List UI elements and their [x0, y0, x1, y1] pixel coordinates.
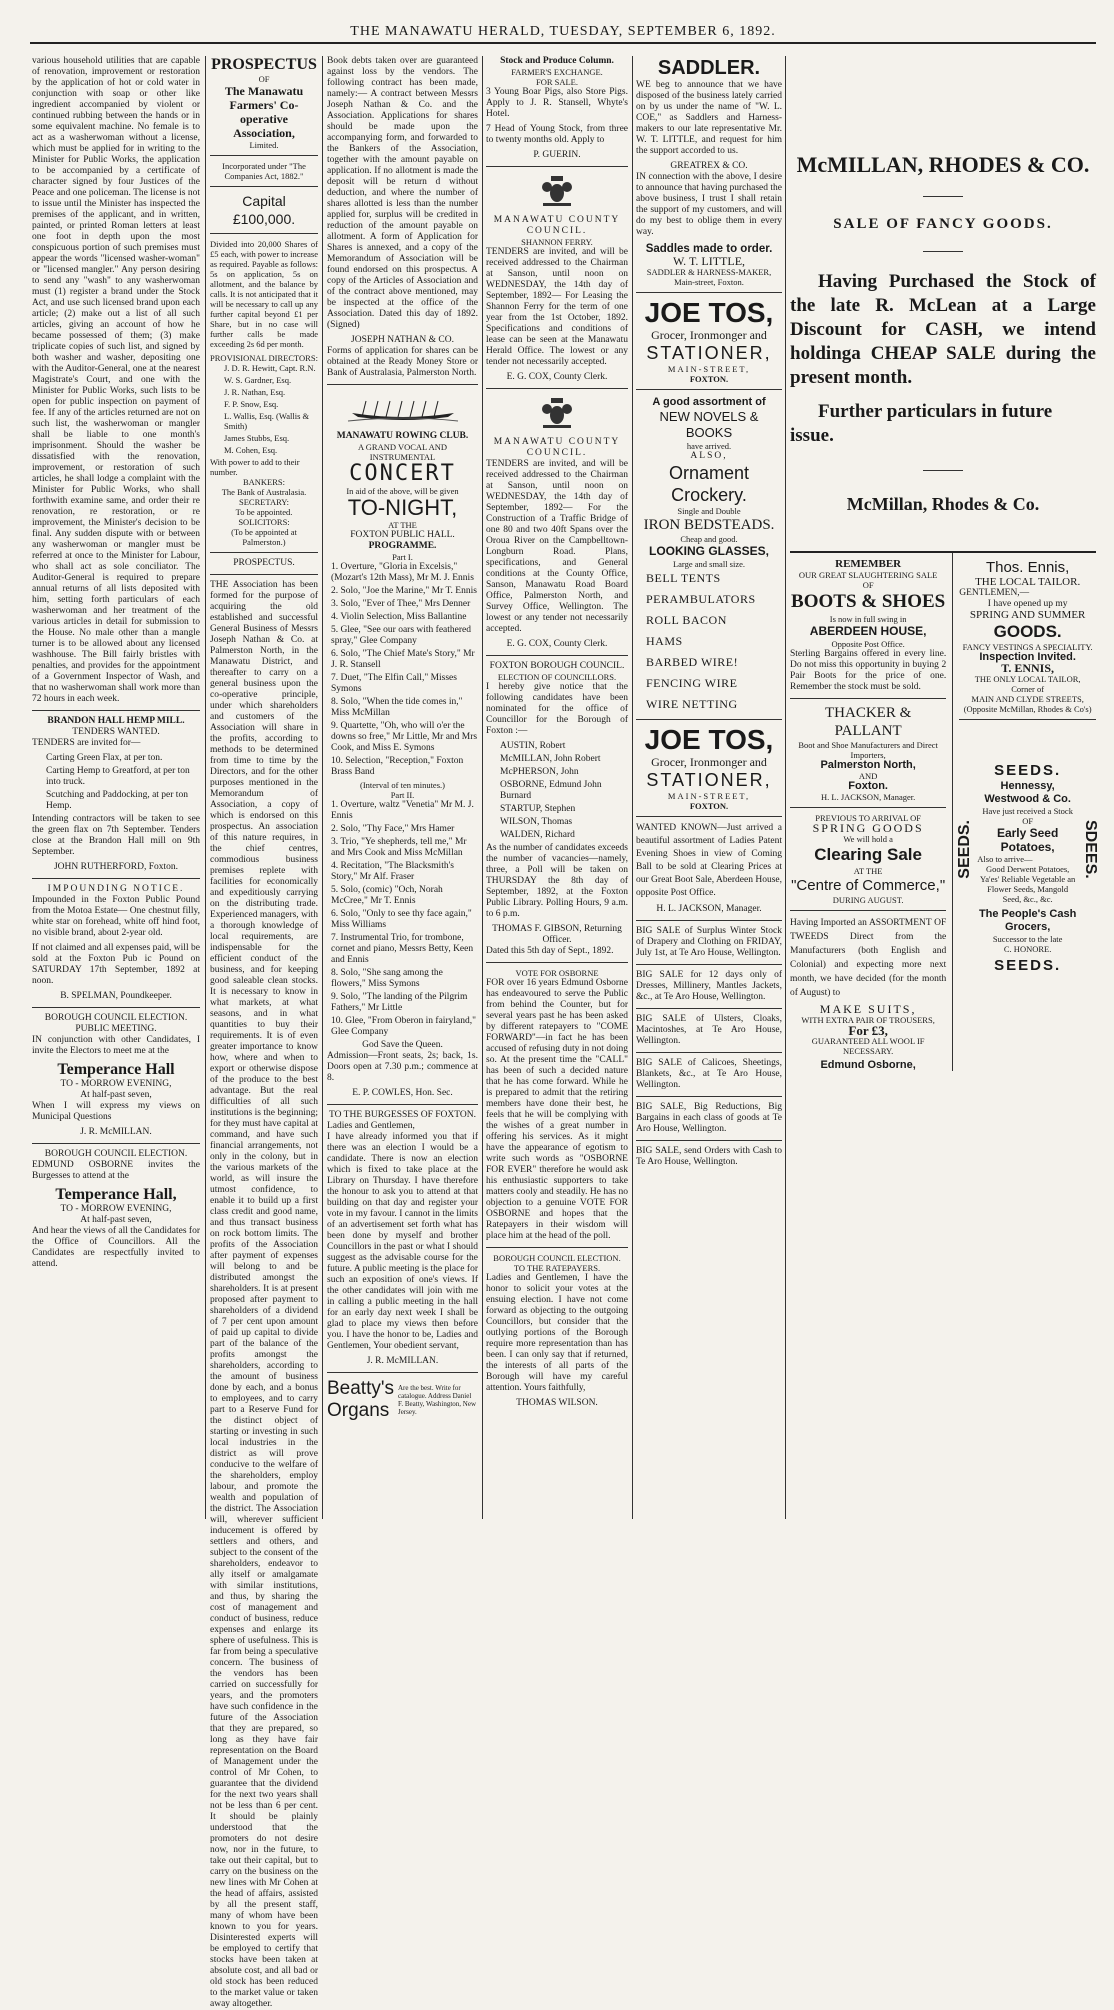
halfpast-2: At half-past seven, [80, 1215, 152, 1225]
list-item: McPHERSON, John [500, 767, 579, 777]
big-sale-4: BIG SALE of Calicoes, Sheetings, Blankets, &c., at Te Aro House, Wellington. [636, 1058, 782, 1090]
list-item: M. Cohen, Esq. [224, 445, 278, 455]
main-street-1: MAIN-STREET, [667, 364, 751, 374]
tenders-signature: JOHN RUTHERFORD, Foxton. [53, 862, 179, 872]
centre-of-commerce: "Centre of Commerce," [791, 877, 946, 894]
main-clyde: MAIN AND CLYDE STREETS, (Opposite McMillan, Rhodes & Co's) [963, 694, 1092, 714]
column-2 [210, 56, 318, 2009]
saddles-made: Saddles made to order. [645, 243, 773, 255]
all-wool: GUARANTEED ALL WOOL IF NECESSARY. [811, 1036, 925, 1056]
foxton-label: Foxton. [848, 780, 888, 792]
views-1: When I will express my views on Municipal Questions [32, 1101, 200, 1122]
county1-heading: MANAWATU COUNTY COUNCIL. [493, 215, 621, 236]
spring-summer: SPRING AND SUMMER [969, 609, 1086, 621]
column-3 [327, 56, 478, 1519]
rule [636, 816, 782, 817]
rule [210, 155, 318, 156]
secretary-heading: SECRETARY: [238, 497, 290, 507]
list-item: 3. Solo, "Ever of Thee," Mrs Denner [331, 599, 471, 609]
rule [210, 186, 318, 187]
rule [790, 698, 946, 699]
concert-heading: CONCERT [349, 461, 456, 486]
rule [32, 878, 200, 879]
make-suits: MAKE SUITS, [819, 1002, 917, 1016]
bankers: The Bank of Australasia. [221, 487, 307, 497]
county2-body: TENDERS are invited, and will be received addressed to the Chairman at Sanson, until noon on WEDNESDAY, the 14th day of September, 1892— For the Construction of a Traffic Bridge of one 80 and two 40ft Spans over the Oroua River on the Campbelltown-Longburn Road. Plans, specifications, and General conditions at the County Office, Sanson, Manawatu Road Board Office, Palmerston North, and Survey Office, Wellington. The lowest or any tender not necessarily accepted. [486, 459, 628, 634]
tenders-intro: TENDERS are invited for— [32, 738, 141, 748]
tenders-text: Intending contractors will be taken to see the green flax on 7th September. Tenders close at the Brandon Hall mill on 9th September. [32, 814, 200, 857]
tenders-list [32, 753, 200, 812]
list-item: PERAMBULATORS [646, 592, 756, 606]
have-arrived: have arrived. [686, 441, 732, 451]
column-divider [205, 56, 206, 1519]
grand-vocal: A GRAND VOCAL AND INSTRUMENTAL [357, 442, 448, 462]
rule [486, 962, 628, 963]
signature-mcmillan: J. R. McMILLAN. [80, 1127, 152, 1137]
thacker-sub: Boot and Shoe Manufacturers and Direct Importers, [798, 740, 938, 760]
brandon-heading: BRANDON HALL HEMP MILL. [47, 716, 185, 726]
list-item: L. Wallis, Esq. (Wallis & Smith) [224, 411, 310, 431]
extra-trousers: WITH EXTRA PAIR OF TROUSERS, [801, 1015, 935, 1025]
goods-list [636, 569, 782, 714]
little-name: W. T. LITTLE, [672, 254, 746, 268]
part-one: Part I. [392, 552, 413, 562]
looking-glasses: LOOKING GLASSES, [648, 544, 769, 558]
borough1-heading: BOROUGH COUNCIL ELECTION. [44, 1013, 188, 1023]
rule [210, 574, 318, 575]
column-divider [632, 56, 633, 1519]
list-item: J. D. R. Hewitt, Capt. R.N. [224, 363, 316, 373]
boots-shoes: BOOTS & SHOES [791, 591, 946, 612]
prospectus-continued: Book debts taken over are guaranteed against loss by the vendors. The following contract has been made, namely:— A contract between Messrs Joseph Nathan & Co. and the Association. Applications for shares should be made upon the accompanying form, and forwarded to the Bankers of the Association, together with the amount payable on application. If no allotment is made the deposit will be return d without deduction, and where the number of shares allotted is less than the number applied for, surplus will be credited in reduction of the amount payable on allotment. A form of Application for Shares is annexed, and a copy of the Memorandum of Association will be found endorsed on this prospectus. A copy of the Articles of Association and of the contract above mentioned, may be inspected at the office of the Association. Dated this day of 1892. (Signed) [327, 56, 478, 330]
beatty-organs-ad [327, 1378, 478, 1422]
sterling-bargains: Sterling Bargains offered in every line. Do not miss this opportunity in buying 2 Pair Boots for the price of one. Remember the stock must be sold. [790, 649, 947, 692]
impound-text: Impounded in the Foxton Public Pound from the Motoa Estate— One chestnut filly, white star on forehead, white off hind foot, no visible brand, about 2-year old. [32, 895, 200, 938]
aberdeen-house: ABERDEEN HOUSE, [809, 624, 927, 638]
mcmillan-signature: J. R. McMILLAN. [366, 1356, 439, 1366]
tonight: TO-NIGHT, [347, 495, 458, 520]
foxton-1: FOXTON. [689, 374, 729, 384]
guerin-signature: P. GUERIN. [533, 150, 581, 160]
ratepayers-body: Ladies and Gentlemen, I have the honor to solicit your votes at the ensuing election. I have not come forward as objecting to the outgoing Councillors, but consider that the outlying portions of the Borough require more representation than has been. I can only say that if returned, the interests of all parts of the Borough will have my careful attention. Yours faithfully, [486, 1273, 628, 1393]
gibson-signature: THOMAS F. GIBSON, Returning Officer. [492, 924, 622, 945]
just-received: Have just received a Stock [982, 806, 1073, 816]
vote-body: FOR over 16 years Edmund Osborne has endeavoured to serve the Public from behind the Counter, but for several years past he has been asked by different ratepayers to "COME FORWARD"—in fact he has been accused of refusing duty in not doing so. At the present time the "CALL" has been of such a decided nature that he has come forward. While he is prepared to admit that the retiring members have done their best, he feels that he will be complying with the wishes of a great number in offering his services. As it might have the appearance of egotism to write such words as "OSBORNE FOR EVER" therefore he would ask his enthusiastic supporters to take matters cooly and steadily. He has no objection to a genuine VOTE FOR OSBORNE and hopes that the Ratepayers in their wisdom will place him at the head of the poll. [486, 978, 628, 1241]
interval: (Interval of ten minutes.) [360, 780, 445, 790]
borough2-heading: BOROUGH COUNCIL ELECTION. [44, 1149, 188, 1159]
greatrex: GREATREX & CO. [670, 161, 748, 171]
coat-of-arms-icon [537, 173, 577, 209]
list-item: 9. Quartette, "Oh, who will o'er the downs so free," Mr Little, Mr and Mrs Cook, and Miss E. Symons [331, 721, 478, 753]
god-save-queen: God Save the Queen. [362, 1040, 443, 1050]
admission: Admission—Front seats, 2s; back, 1s. Doors open at 7.30 p.m.; commence at 8. [327, 1051, 478, 1083]
list-item: WIRE NETTING [646, 697, 738, 711]
early-potatoes: Early Seed Potatoes, [996, 826, 1059, 854]
rule [636, 964, 782, 965]
lower-left-ads [790, 553, 953, 1071]
list-item: OSBORNE, Edmund John Burnard [500, 780, 602, 801]
election-heading: ELECTION OF COUNCILLORS. [497, 672, 617, 682]
and-label: AND [858, 771, 878, 781]
column-1 [32, 56, 200, 1519]
solicitors: (To be appointed at Palmerston.) [231, 527, 297, 547]
farmers-exchange: FARMER'S EXCHANGE. [511, 67, 603, 77]
good-derwent: Good Derwent Potatoes, Ya'es' Reliable Vegetable an Flower Seeds, Mangold Seed, &c., &c. [979, 864, 1076, 904]
signed-nathan: JOSEPH NATHAN & CO. [351, 335, 454, 345]
list-item: Carting Hemp to Greatford, at per ton into truck. [46, 766, 190, 787]
rule [327, 384, 478, 385]
company-name: The Manawatu Farmers' Co-operative Association, [224, 84, 304, 140]
joe-tos-1: JOE TOS, [644, 297, 774, 328]
big-sale-6: BIG SALE, send Orders with Cash to Te Aro House, Wellington. [636, 1146, 782, 1167]
list-item: 5. Solo, (comic) "Och, Norah McCree," Mr T. Ennis [331, 885, 443, 906]
cheap-good: Cheap and good. [680, 534, 738, 544]
edmund-osborne: Edmund Osborne, [820, 1059, 916, 1071]
list-item: Carting Green Flax, at per ton. [46, 753, 163, 763]
goods-heading: GOODS. [993, 622, 1062, 641]
views-2: And hear the views of all the Candidates for the Office of Councillors. All the Candidates are respectfully invited to attend. [32, 1226, 200, 1269]
mcmillan-body-1: Having Purchased the Stock of the late R. McLean at a Large Discount for CASH, we intend holdinga CHEAP SALE during the present month. [790, 271, 1096, 388]
rule [790, 910, 946, 911]
column-4 [486, 56, 628, 1519]
programme-part-1 [327, 562, 478, 778]
temperance-hall-1: Temperance Hall [57, 1061, 175, 1078]
for-sale: FOR SALE. [535, 77, 579, 87]
column-5 [636, 56, 782, 1519]
list-item: McMILLAN, John Robert [500, 754, 601, 764]
capital: Capital £100,000. [232, 193, 296, 227]
for-three-pounds: For £3, [848, 1023, 888, 1038]
list-item: 4. Recitation, "The Blacksmith's Story," Mr Alf. Fraser [331, 861, 454, 882]
forms-text: Forms of application for shares can be obtained at the Ready Money Store or Bank of Australasia, Palmerston North. [327, 346, 478, 378]
ornament-crockery: Ornament Crockery. [668, 463, 750, 505]
shannon-ferry: SHANNON FERRY. [521, 237, 593, 247]
list-item: J. R. Nathan, Esq. [224, 387, 286, 397]
big-sale-1: BIG SALE of Surplus Winter Stock of Drapery and Clothing on FRIDAY, July 1st, at Te Aro House, Wellington. [636, 926, 782, 958]
list-item: 8. Solo, "She sang among the flowers," Miss Symons [331, 968, 443, 989]
full-swing: Is now in full swing in [829, 614, 907, 624]
wilson-signature: THOMAS WILSON. [516, 1398, 598, 1408]
rule [486, 655, 628, 656]
list-item: 1. Overture, waltz "Venetia" Mr M. J. Ennis [331, 800, 474, 821]
big-sale-5: BIG SALE, Big Reductions, Big Bargains in each class of goods at Te Aro House, Wellington. [636, 1102, 782, 1134]
thacker-pallant: THACKER & PALLANT [825, 705, 912, 739]
foxton-2: FOXTON. [689, 801, 729, 811]
main-street-2: MAIN-STREET, [667, 791, 751, 801]
list-item: 4. Violin Selection, Miss Ballantine [331, 612, 467, 622]
impound-text-2: If not claimed and all expenses paid, will be sold at the Foxton Pub ic Pound on SATURDAY 17th September, 1892 at noon. [32, 943, 200, 986]
rule [636, 389, 782, 390]
jackson-signature: H. L. JACKSON, Manager. [656, 904, 762, 914]
column-divider [322, 56, 323, 1519]
new-novels: NEW NOVELS & BOOKS [659, 409, 759, 440]
honore: C. HONORE. [1003, 944, 1052, 954]
cowles-signature: E. P. COWLES, Hon. Sec. [352, 1088, 453, 1098]
seeds-vertical-left: SEEDS. [956, 820, 974, 879]
corner-of: Corner of [1011, 684, 1045, 694]
rule [636, 719, 782, 720]
list-item: WILSON, Thomas [500, 817, 573, 827]
borough1-text: IN conjunction with other Candidates, I invite the Electors to meet me at the [32, 1035, 200, 1056]
rule [486, 166, 628, 167]
list-item: ROLL BACON [646, 613, 727, 627]
column-6 [790, 56, 1099, 1519]
rule [210, 233, 318, 234]
burgesses-body: I have already informed you that if there was an election I would be a candidate. There is now an election which is fixed to take place at the Library on Thursday. I have therefore the honour to ask you to attend at that building on that day and register your vote in my favour. I cannot in the limits of an advertisement set forth what has been done by myself and brother Councillors in the past or what I should suggest as the advisable course for the future. A public meeting is the place for such an exposition of one's views. If the other candidates will join with me in calling a public meeting in the hall for an early day next week I shall be glad to place my views then before you. I have the honor to be, Ladies and Gentlemen, Your obedient servant, [327, 1132, 478, 1351]
also-arrive: Also to arrive— [977, 854, 1033, 864]
concert-aid: In aid of the above, will be given [346, 486, 459, 496]
inspection-invited: Inspection Invited. [979, 651, 1076, 663]
list-item: Scutching and Paddocking, at per ton Hemp. [46, 790, 188, 811]
tenders-heading: TENDERS WANTED. [72, 727, 160, 737]
county2-heading: MANAWATU COUNTY COUNCIL. [493, 437, 621, 458]
during-august: DURING AUGUST. [832, 895, 904, 905]
shares-text: Divided into 20,000 Shares of £5 each, with power to increase as required. Payable as follows: 5s on application, 5s on allotment, and the balance by calls. It is not anticipated that it will be necessary to call up any further capital beyond £1 per Share, but in no case will further calls be made exceeding 2s 6d per month. [210, 239, 318, 349]
poll-text: As the number of candidates exceeds the number of vacancies—namely, three, a Poll will be taken on THURSDAY the 8th day of September, 1892, at the Foxton Public Library. Polling Hours, 9 a.m. to 6 p.m. [486, 843, 628, 919]
local-tailor: THE LOCAL TAILOR. [975, 576, 1081, 588]
clearing-sale: Clearing Sale [814, 845, 922, 864]
rule [790, 807, 946, 808]
rule [327, 1104, 478, 1105]
power-to-add: With power to add to their number. [210, 457, 300, 477]
lower-ads [790, 553, 1099, 1071]
election-body: I hereby give notice that the following candidates have been nominated for the office of Councillor for the Borough of Foxton :— [486, 682, 628, 736]
rule [636, 1096, 782, 1097]
rule [486, 1247, 628, 1248]
dated-text: Dated this 5th day of Sept., 1892. [486, 946, 614, 956]
rowing-boat-illustration [348, 391, 458, 425]
t-ennis: T. ENNIS, [1001, 661, 1055, 675]
only-local-tailor: THE ONLY LOCAL TAILOR, [974, 674, 1081, 684]
successor: Successor to the late [992, 934, 1063, 944]
impound-signature: B. SPELMAN, Poundkeeper. [60, 991, 172, 1001]
rule [32, 1007, 200, 1008]
list-item: 3. Trio, "Ye shepherds, tell me," Mr and Mrs Cook and Miss McMillan [331, 837, 467, 858]
list-item: 2. Solo, "Joe the Marine," Mr T. Ennis [331, 586, 477, 596]
spring-goods: SPRING GOODS [812, 821, 924, 835]
remember: REMEMBER [835, 558, 902, 570]
public-meeting: PUBLIC MEETING. [75, 1024, 157, 1034]
rule [636, 920, 782, 921]
iron-bedsteads: IRON BEDSTEADS. [643, 517, 775, 533]
ratepayers-heading: TO THE RATEPAYERS. [513, 1263, 601, 1273]
list-item: BARBED WIRE! [646, 655, 739, 669]
beatty-organs: Beatty's Organs [327, 1378, 394, 1421]
stock-heading: Stock and Produce Column. [500, 56, 614, 66]
stationer-1: STATIONER, [646, 343, 772, 363]
also: ALSO, [690, 451, 728, 461]
rule [636, 1140, 782, 1141]
foxton-borough-heading: FOXTON BOROUGH COUNCIL. [489, 661, 625, 671]
foxton-public-hall: FOXTON PUBLIC HALL. [350, 530, 455, 540]
list-item: 6. Solo, "The Chief Mate's Story," Mr J. R. Stansell [331, 649, 475, 670]
list-item: W. S. Gardner, Esq. [224, 375, 292, 385]
programme-heading: PROGRAMME. [368, 541, 437, 551]
tomorrow-1: TO - MORROW EVENING, [60, 1079, 172, 1089]
wanted-known: WANTED KNOWN—Just arrived a beautiful assortment of Ladies Patent Evening Shoes in view of Coming Ball to be sold at Clearing Prices at our Great Boot Sale, Aberdeen House, opposite Post Office. [636, 823, 782, 898]
list-item: STARTUP, Stephen [500, 804, 576, 814]
programme-part-2 [327, 800, 478, 1038]
mcmillan-body-2: Further particulars in future issue. [790, 401, 1053, 446]
single-double: Single and Double [677, 506, 741, 516]
rule [327, 1372, 478, 1373]
thos-ennis: Thos. Ennis, [985, 559, 1070, 576]
tomorrow-2: TO - MORROW EVENING, [60, 1204, 172, 1214]
list-item: 9. Solo, "The landing of the Pilgrim Fathers," Mr Little [331, 992, 468, 1013]
assortment: A good assortment of [652, 396, 766, 408]
list-item: HAMS [646, 634, 683, 648]
at-the-label: AT THE [853, 866, 883, 876]
list-item: WALDEN, Richard [500, 830, 575, 840]
seeds-heading: SEEDS. [994, 762, 1062, 779]
rule [32, 1143, 200, 1144]
prospectus-body: THE Association has been formed for the purpose of acquiring the old established and successful General Business of Messrs Joseph Nathan & Co. at Palmerston North, in the Manawatu District, and thereafter to carry on a general business upon the co-operative principle, under which shareholders and customers of the Association will share in the profits, according to methods to be determined from time to time by the Directors, and for the other purposes mentioned in the Memorandum of Association, a copy of which is endorsed on this prospectus. An association of this nature requires, in the chief centres, commodious business premises replete with facilities for economically and expeditiously carrying on the distributing trade. Experienced managers, with a thorough knowledge of local requirements, are indispensable for the efficient conduct of the business, and for keeping good saleable clean stocks. It is necessary to know in what markets, at what seasons, and in what quantities to buy their requirements. It is of even greater importance to know how, where and when to export or otherwise dispose of the produce to the best advantage. But the real difficulties of all such institutions is the beginning; for they must have capital at command, and have such financial arrangements, not only in the colony, but in the various markets of the world, as will insure the utmost confidence, to enable it to build up a first class credit and good name, and thus transact business on rock bottom limits. The profits of the Association after payment of expenses will belong to and be distributed amongst the shareholders. It is at present proposed after payment to shareholders of a dividend of 7 per cent upon amount of paid up capital to divide part of the balance of the profits amongst the shareholders, according to the amount of business done by each, and a bonus to employees, and to carry part to a Reserve Fund for the distinct object of starting or investing in such local industries in the district as will prove conducive to the welfare of the shareholders, employ labour, and promote the wealth and population of the district. The Association will, wherever sufficient inducement is offered by settlers and others, and subject to the consent of the shareholders, endeavor to ally itself or amalgamate with similar institutions, and thus, by sharing the cost of management and conduct of business, reduce expenses and enlarge its sphere of usefulness. This is far from being a speculative concern. The business of the vendors has been carried on successfully for years, and the promoters have such confidence in the future of the Association that they are prepared, so long as they have fair representation on the Board of Management under the control of Mr Cohen, to guarantee that the dividend for the next two years shall not be less than 6 per cent. It should be plainly understood that the promoters do not desire now, nor in the future, to take out their capital, but to carry on the business on the new lines with Mr Cohen at the head of affairs, assisted by all the present staff, many of whom have been known to you for years. Disinterested experts will be employed to certify that stocks have been taken at absolute cost, and all bad or old stock has been reduced to the market value or taken away altogether. [210, 580, 318, 2009]
prospectus-subheading: PROSPECTUS. [233, 558, 295, 568]
big-sale-2: BIG SALE for 12 days only of Dresses, Millinery, Mantles Jackets, &c., at Te Aro House, Wellington. [636, 970, 782, 1002]
tweeds-text: Having Imported an ASSORTMENT OF TWEEDS Direct from the Manufacturers (both English and Colonial) and expecting more next month, we have decided (for the month of August) to [790, 918, 947, 998]
rule [486, 388, 628, 389]
borough2-text: EDMUND OSBORNE invites the Burgesses to attend at the [32, 1160, 200, 1181]
jackson-manager: H. L. JACKSON, Manager. [821, 792, 916, 802]
list-item: BELL TENTS [646, 571, 721, 585]
county1-body: TENDERS are invited, and will be received addressed to the Chairman at Sanson, until noon on WEDNESDAY, the 14th day of September, 1892— For Leasing the Shannon Ferry for the term of one year from the 1st October, 1892. Specifications and conditions of lease can be seen at the Manawatu Herald Office. The lowest or any tender not necessarily accepted. [486, 247, 628, 367]
prospectus-of: OF [258, 74, 270, 84]
list-item: 10. Selection, "Reception," Foxton Brass Band [331, 756, 464, 777]
previous-arrival: PREVIOUS TO ARRIVAL OF [815, 813, 921, 823]
mcmillan-signature: McMillan, Rhodes & Co. [846, 494, 1040, 514]
rule [636, 1008, 782, 1009]
seeds-footer: SEEDS. [994, 957, 1062, 974]
washerwoman-article: various household utilities that are capable of renovation, improvement or restoration by the application of hot or cold water in conjunction with soap or other like ingredient accompanied by violent or continued rubbing between the hands or in some equivalent machine. No female is to act as a washerwoman without a license, which must be applied for in writing to the Minister for Public Works, the application to be accompanied by a certificate of character signed by four Justices of the Peace and one policeman. The license is not to issue until the Minister has inspected the premises of the applicant, and in written, painted, or printed Roman letters at least one foot in depth upon the most conspicuous portion of such premises must appear the words "licensed washer-woman" or "licensed mangler." Any person desiring to send any "wash" to any washerwoman must (1) register a brand under the Stock Act, and use such licensed brand upon each article; (2) make out a list of all such articles, giving an account of how he became possessed of them; (3) make triplicate copies of such list, and signed by both washer and washer, depositing one with the Auditor-General, one at the nearest Magistrate's Court, and one with the Minister for Public Works, such lists to be open for public inspection on payment of fee. If any of the articles returned are not on such list, the washerwoman or mangler shall be liable to one month's imprisonment. Should the washer be dissatisfied with the renovation, improvement, or restoration of such articles, he shall lodge a complaint with the Minister for Public Works, who shall forthwith examine same, and order their re renovation, re restoration, or re improvement, the Minister's decision to be final. Any sudden dispute with or between any washerwoman or mangler must be referred at once to the Minister for Labour, who shall act as sole conciliator. The Auditor-General is required to prepare annual returns of all lists deposited with him, setting forth particulars of each washerwoman and her treatment of the various articles in detail for submission to the House. No male other than a mangle turner is to be allowed about any licensed washhouse. The Bill fairly bristles with penalties, and provides for the appointment of a Government Inspector of Wash, and that no washerwoman shall work more than 72 hours in each week. [32, 56, 200, 704]
grocer-2: Grocer, Ironmonger and [651, 755, 767, 769]
borough-heading: BOROUGH COUNCIL ELECTION. [493, 1253, 621, 1263]
list-item: 6. Solo, "Only to see thy face again," Miss Williams [331, 909, 472, 930]
saddler-body: WE beg to announce that we have disposed of the business lately carried on by us under the name of "W. L. COE," as Saddlers and Harness-makers to our late representative Mr. W. T. LITTLE, and request for him the support accorded to us. [636, 80, 782, 156]
ladies-gentlemen: Ladies and Gentlemen, [327, 1121, 415, 1131]
peoples-cash: The People's Cash Grocers, [978, 908, 1077, 933]
seeds-vertical-right: SDEES. [1082, 820, 1099, 879]
incorporated: Incorporated under "The Companies Act, 1882." [222, 161, 306, 181]
pigs-ad: 3 Young Boar Pigs, also Store Pigs. Apply to J. R. Stansell, Whyte's Hotel. [486, 87, 628, 119]
list-item: F. P. Snow, Esq. [224, 399, 279, 409]
hennessy: Hennessy, Westwood & Co. [984, 780, 1071, 805]
of-stock: OF [1022, 816, 1034, 826]
cox-signature-2: E. G. COX, County Clerk. [506, 639, 608, 649]
list-item: 7. Instrumental Trio, for trombone, cornet and piano, Messrs Betty, Keen and Ennis [331, 933, 474, 965]
coat-of-arms-icon [537, 395, 577, 431]
column-divider [785, 56, 786, 1519]
list-item: FENCING WIRE [646, 676, 738, 690]
solicitors-heading: SOLICITORS: [238, 517, 290, 527]
of-label: OF [862, 580, 874, 590]
masthead [30, 18, 1096, 44]
saddler-heading: SADDLER. [657, 57, 761, 79]
little-sub: SADDLER & HARNESS-MAKER, Main-street, Foxton. [646, 267, 772, 287]
beatty-small: Are the best. Write for catalogue. Address Daniel F. Beatty, Washington, New Jersey. [398, 1384, 477, 1416]
will-hold: We will hold a [843, 834, 893, 844]
at-the: AT THE [388, 520, 417, 530]
rule [210, 552, 318, 553]
vote-heading: VOTE FOR OSBORNE [515, 968, 599, 978]
candidates-list [486, 741, 628, 841]
rule [636, 292, 782, 293]
prospectus-heading: PROSPECTUS [211, 56, 317, 73]
directors-list [210, 363, 318, 455]
column-divider [482, 56, 483, 1519]
grocer-1: Grocer, Ironmonger and [651, 328, 767, 342]
sale-fancy-goods: SALE OF FANCY GOODS. [833, 216, 1053, 232]
big-sale-3: BIG SALE of Ulsters, Cloaks, Macintoshes, at Te Aro House, Wellington. [636, 1014, 782, 1046]
slaughter-sale: OUR GREAT SLAUGHTERING SALE [798, 570, 938, 580]
bankers-heading: BANKERS: [242, 477, 286, 487]
list-item: 2. Solo, "Thy Face," Mrs Hamer [331, 824, 455, 834]
rule [32, 710, 200, 711]
secretary: To be appointed. [235, 507, 293, 517]
list-item: 7. Duet, "The Elfin Call," Misses Symons [331, 673, 457, 694]
joe-tos-2: JOE TOS, [644, 724, 774, 755]
part-two: Part II. [390, 790, 415, 800]
directors-heading: PROVISIONAL DIRECTORS: [210, 353, 318, 363]
opposite-post-office: Opposite Post Office. [831, 639, 905, 649]
masthead-title: THE MANAWATU HERALD, TUESDAY, SEPTEMBER 6, 1892. [350, 24, 776, 39]
little-body: IN connection with the above, I desire to announce that having purchased the above business, I trust I shall retain the support of my customers, and will do my best to oblige them in every way. [636, 172, 782, 237]
stationer-2: STATIONER, [646, 770, 772, 790]
gentlemen: GENTLEMEN,— [959, 588, 1030, 598]
palmerston-north: Palmerston North, [820, 759, 916, 771]
list-item: 10. Glee, "From Oberon in fairyland," Glee Company [331, 1016, 476, 1037]
limited: Limited. [249, 140, 279, 150]
cox-signature-1: E. G. COX, County Clerk. [506, 372, 608, 382]
lower-right-ads [953, 553, 1099, 1071]
rowing-club-heading: MANAWATU ROWING CLUB. [336, 431, 469, 441]
rule [636, 1052, 782, 1053]
halfpast-1: At half-past seven, [80, 1090, 152, 1100]
list-item: 1. Overture, "Gloria in Excelsis," (Mozart's 12th Mass), Mr M. J. Ennis [331, 562, 474, 583]
rule [959, 719, 1096, 720]
list-item: James Stubbs, Esq. [224, 433, 290, 443]
temperance-hall-2: Temperance Hall, [55, 1186, 177, 1203]
mcmillan-rhodes-heading: McMILLAN, RHODES & CO. [796, 152, 1090, 177]
fancy-vestings: FANCY VESTINGS A SPECIALITY. [962, 642, 1093, 652]
opened-up: I have opened up my [987, 599, 1068, 609]
list-item: AUSTIN, Robert [500, 741, 566, 751]
cattle-ad: 7 Head of Young Stock, from three to twenty months old. Apply to [486, 124, 628, 145]
sizes: Large and small size. [672, 559, 746, 569]
list-item: 8. Solo, "When the tide comes in," Miss McMillan [331, 697, 463, 718]
burgesses-heading: TO THE BURGESSES OF FOXTON. [328, 1110, 476, 1120]
list-item: 5. Glee, "See our oars with feathered spray," Glee Company [331, 625, 471, 646]
impound-heading: IMPOUNDING NOTICE. [47, 884, 185, 894]
